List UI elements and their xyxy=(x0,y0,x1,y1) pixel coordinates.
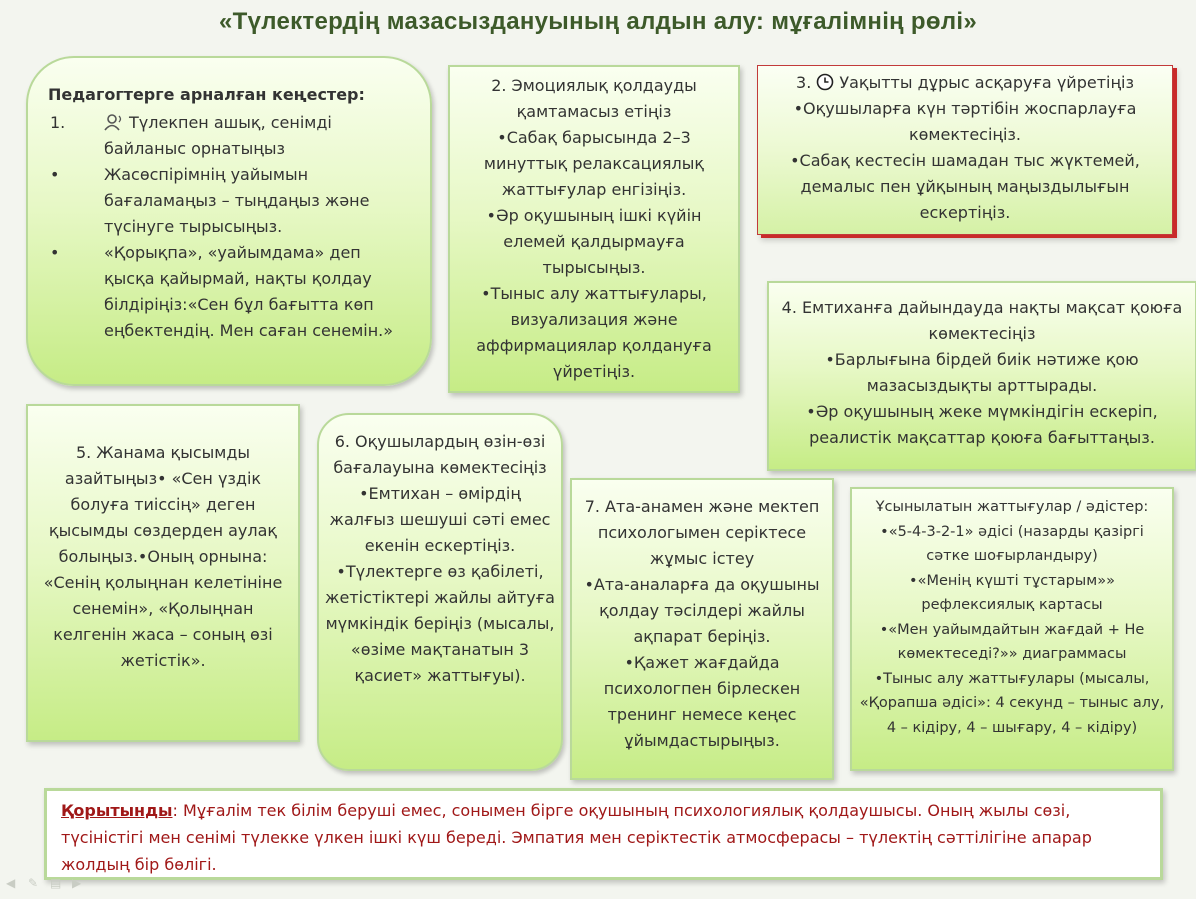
tip-text: «Қорықпа», «уайымдама» деп қысқа қайырмай, нақты қолдау білдіріңіз:«Сен бұл бағытта көп еңбектендің. Мен саған сенемін.» xyxy=(104,243,394,340)
card-line: •Тыныс алу жаттығулары (мысалы, «Қорапша әдісі»: 4 секунд – тыныс алу, 4 – кідіру, 4 – шығару, 4 – кідіру) xyxy=(859,670,1165,736)
card-heading: 7. Ата-анамен және мектеп психологымен серіктесе жұмыс істеу xyxy=(584,497,820,568)
slides-icon[interactable]: ▤ xyxy=(50,876,62,890)
card-line: •Қажет жағдайда психологпен бірлескен тренинг немесе кеңес ұйымдастырыңыз. xyxy=(603,653,801,750)
card-heading: 6. Оқушылардың өзін-өзі бағалауына көмектесіңіз xyxy=(333,432,547,477)
tip-item xyxy=(48,240,416,344)
reduce-pressure-card xyxy=(26,404,300,742)
tip-text: Жасөспірімнің уайымын бағаламаңыз – тыңдаңыз және түсінуге тырысыңыз. xyxy=(104,165,370,236)
slide-navigation xyxy=(6,876,86,890)
list-marker: 1. xyxy=(50,113,66,132)
card-line: •«5-4-3-2-1» әдісі (назарды қазіргі сәтке шоғырландыру) xyxy=(880,523,1144,564)
card-line: •«Менің күшті тұстарым»» рефлексиялық картасы xyxy=(909,572,1115,613)
card-text: 5. Жанама қысымды азайтыңыз• «Сен үздік болуға тиіссің» деген қысымды сөздерден аулақ болыңыз.•Оның орнына: «Сенің қолыңнан келетініне сенемін», «Қолыңнан келгенін жаса – соның өзі жетістік». xyxy=(43,443,283,670)
emotional-support-card xyxy=(448,65,740,393)
card-heading: 3. Уақытты дұрыс асқаруға үйретіңіз xyxy=(796,73,1134,92)
next-arrow-icon[interactable]: ▶ xyxy=(72,876,82,890)
card-line: •Әр оқушының жеке мүмкіндігін ескеріп, реалистік мақсаттар қоюға бағыттаңыз. xyxy=(806,402,1158,447)
card-line: •Барлығына бірдей биік нәтиже қою мазасыздықты арттырады. xyxy=(825,350,1139,395)
card-line: •Түлектерге өз қабілеті, жетістіктері жайлы айтуға мүмкіндік беріңіз (мысалы, «өзіме мақтанатын 3 қасиет» жаттығуы). xyxy=(325,562,555,685)
goal-setting-card xyxy=(767,281,1196,471)
card-line: •«Мен уайымдайтын жағдай + Не көмектеседі?»» диаграммасы xyxy=(879,621,1145,662)
person-speaking-icon xyxy=(104,113,124,131)
card-line: •Емтихан – өмірдің жалғыз шешуші сәті емес екенін ескертіңіз. xyxy=(329,484,551,555)
conclusion-box xyxy=(44,788,1163,880)
exercises-card xyxy=(850,487,1174,771)
tip-item xyxy=(48,162,416,240)
card-line: •Оқушыларға күн тәртібін жоспарлауға көмектесіңіз. xyxy=(793,99,1137,144)
card-line: •Сабақ барысында 2–3 минуттық релаксациялық жаттығулар енгізіңіз. xyxy=(483,128,705,199)
card-line: •Ата-аналарға да оқушыны қолдау тәсілдері жайлы ақпарат беріңіз. xyxy=(584,575,820,646)
tip-text: Түлекпен ашық, сенімді байланыс орнатыңыз xyxy=(104,113,332,158)
clock-icon xyxy=(816,73,834,91)
tips-header: Педагогтерге арналған кеңестер: xyxy=(48,85,365,104)
card-line: •Тыныс алу жаттығулары, визуализация және аффирмациялар қолдануға үйретіңіз. xyxy=(476,284,712,381)
card-heading: Ұсынылатын жаттығулар / әдістер: xyxy=(875,499,1149,515)
slide-title: «Түлектердің мазасыздануының алдын алу: мұғалімнің рөлі» xyxy=(218,8,978,35)
time-management-card xyxy=(757,65,1173,235)
tip-item xyxy=(48,110,416,162)
prev-arrow-icon[interactable]: ◀ xyxy=(6,876,16,890)
list-marker: • xyxy=(50,243,60,262)
self-esteem-card xyxy=(317,413,563,771)
teacher-tips-card xyxy=(26,56,432,386)
conclusion-text: : Мұғалім тек білім беруші емес, сонымен бірге оқушының психологиялық қолдаушысы. Оның жылы сөзі, түсіністігі мен сенімі түлекке үлкен ішкі күш береді. Эмпатия мен серіктестік атмосферасы – түлектің сәттілігіне апарар жолдың бір бөлігі. xyxy=(61,801,1092,874)
card-heading: 4. Емтиханға дайындауда нақты мақсат қоюға көмектесіңіз xyxy=(781,298,1183,343)
card-heading: 2. Эмоциялық қолдауды қамтамасыз етіңіз xyxy=(491,76,697,121)
pen-icon[interactable]: ✎ xyxy=(28,876,39,890)
card-line: •Әр оқушының ішкі күйін елемей қалдырмауға тырысыңыз. xyxy=(486,206,702,277)
list-marker: • xyxy=(50,165,60,184)
parents-cooperation-card xyxy=(570,478,834,780)
card-line: •Сабақ кестесін шамадан тыс жүктемей, демалыс пен ұйқының маңыздылығын ескертіңіз. xyxy=(790,151,1140,222)
conclusion-label: Қорытынды xyxy=(61,801,173,820)
